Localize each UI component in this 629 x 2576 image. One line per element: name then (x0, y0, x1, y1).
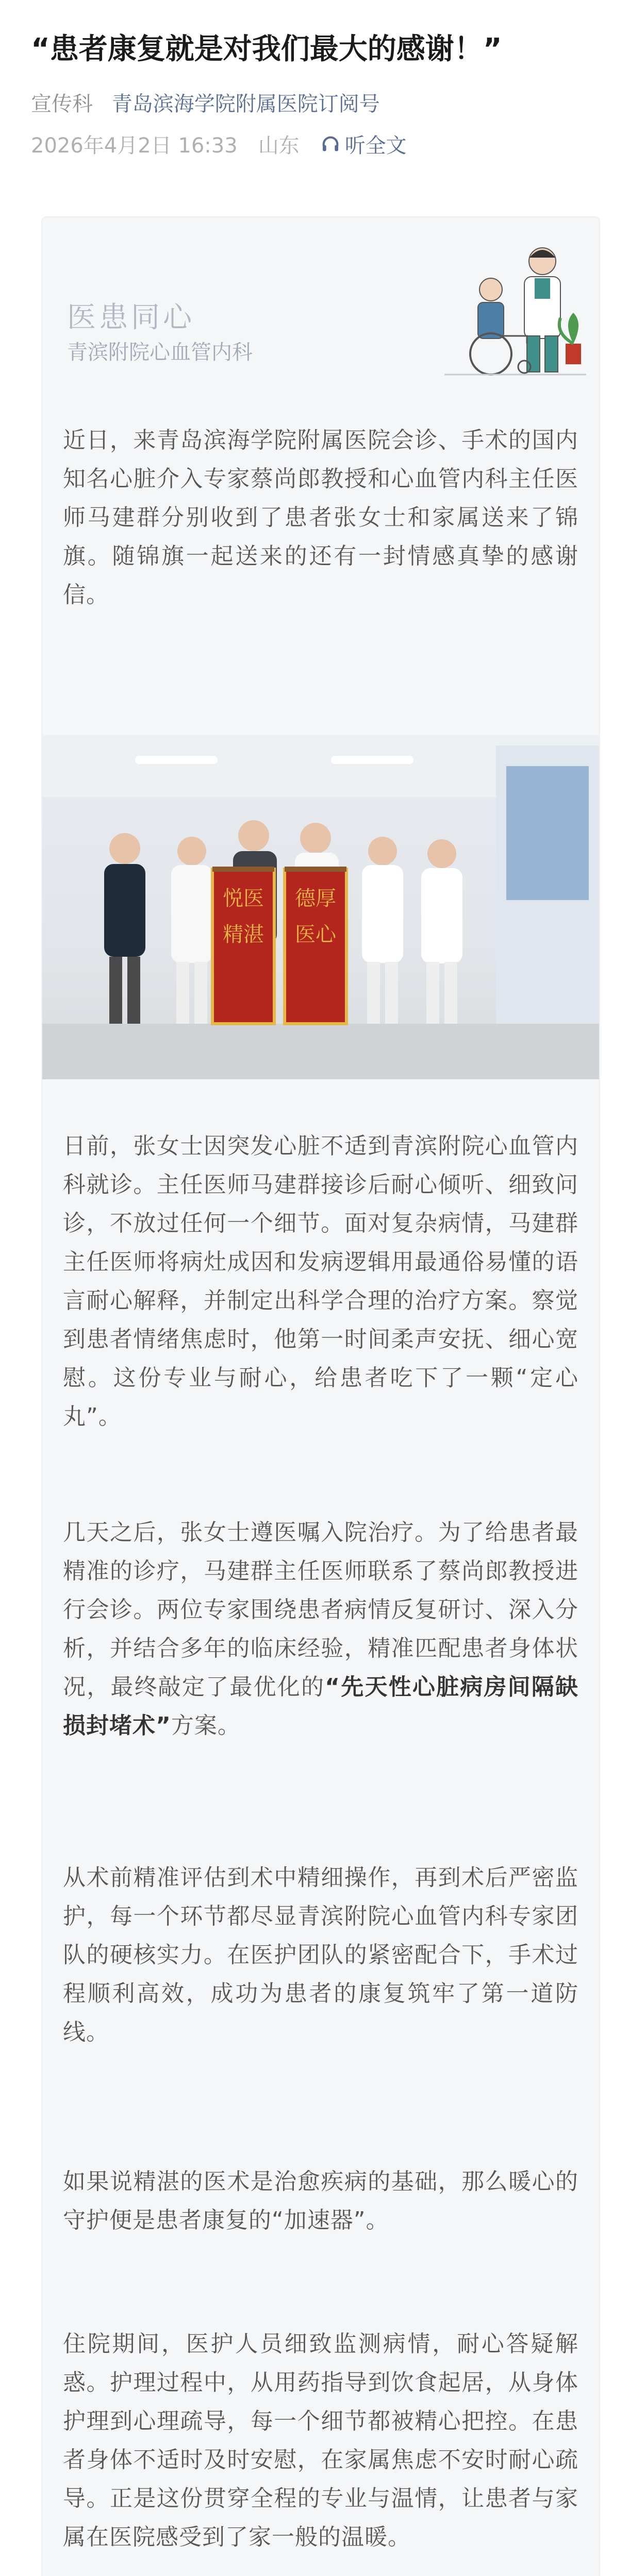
listen-label: 听全文 (344, 134, 407, 158)
article-tag[interactable]: 宣传科 (31, 92, 93, 116)
card-heading: 医患同心 (67, 301, 195, 334)
account-name-link[interactable]: 青岛滨海学院附属医院订阅号 (111, 92, 380, 116)
pennant-left-text-2: 精湛 (223, 923, 264, 946)
paragraph-6: 住院期间，医护人员细致监测病情，耐心答疑解惑。护理过程中，从用药指导到饮食起居，从身体护理到心理疏导，每一个细节都被精心把控。在患者身体不适时及时安慰，在家属焦虑不安时耐心疏导。正是这份贯穿全程的专业与温情，让患者与家属在医院感受到了家一般的温暖。 (63, 2331, 578, 2550)
pennant-right-text-2: 医心 (295, 923, 336, 946)
paragraph-5: 如果说精湛的医术是治愈疾病的基础，那么暖心的守护便是患者康复的“加速器”。 (63, 2168, 578, 2233)
paragraph-1: 近日，来青岛滨海学院附属医院会诊、手术的国内知名心脏介入专家蔡尚郎教授和心血管内科主任医师马建群分别收到了患者张女士和家属送来了锦旗。随锦旗一起送来的还有一封情感真挚的感谢信。 (63, 427, 578, 608)
photo-award-ceremony (42, 735, 599, 1079)
pennant-left-text: 悦医 (223, 887, 264, 910)
article-header (0, 0, 629, 159)
card-subheading: 青滨附院心血管内科 (67, 341, 253, 364)
paragraph-3-text-a: 几天之后，张女士遵医嘱入院治疗。为了给患者最精准的诊疗，马建群主任医师联系了蔡尚郎教授进行会诊。两位专家围绕患者病情反复研讨、深入分析，并结合多年的临床经验，精准匹配患者身体状况，最终敲定了最优化的 (63, 1519, 578, 1700)
listen-button[interactable] (320, 129, 407, 159)
article-title: “患者康复就是对我们最大的感谢！” (31, 32, 502, 66)
headphones-icon (320, 134, 341, 155)
meta-row-2 (31, 129, 598, 159)
paragraph-3-text-c: 方案。 (171, 1713, 241, 1739)
paragraph-3-highlight: “先天性心脏病房间隔缺损封堵术” (63, 1674, 578, 1739)
paragraph-4: 从术前精准评估到术中精细操作，再到术后严密监护，每一个环节都尽显青滨附院心血管内科专家团队的硬核实力。在医护团队的紧密配合下，手术过程顺利高效，成功为患者的康复筑牢了第一道防线。 (63, 1865, 578, 2045)
paragraph-3 (53, 1513, 589, 1745)
pennant-right-text: 德厚 (295, 887, 336, 910)
meta-row (31, 88, 598, 117)
ceremony-photo-illustration (42, 735, 599, 1079)
doctor-patient-illustration (424, 233, 589, 382)
card-header (42, 217, 599, 403)
publish-datetime: 2026年4月2日 16:33 (31, 134, 238, 158)
location: 山东 (258, 134, 300, 158)
paragraph-2: 日前，张女士因突发心脏不适到青滨附院心血管内科就诊。主任医师马建群接诊后耐心倾听、细致问诊，不放过任何一个细节。面对复杂病情，马建群主任医师将病灶成因和发病逻辑用最通俗易懂的语言耐心解释，并制定出科学合理的治疗方案。察觉到患者情绪焦虑时，他第一时间柔声安抚、细心宽慰。这份专业与耐心，给患者吃下了一颗“定心丸”。 (63, 1133, 578, 1430)
article-card (41, 216, 600, 2576)
